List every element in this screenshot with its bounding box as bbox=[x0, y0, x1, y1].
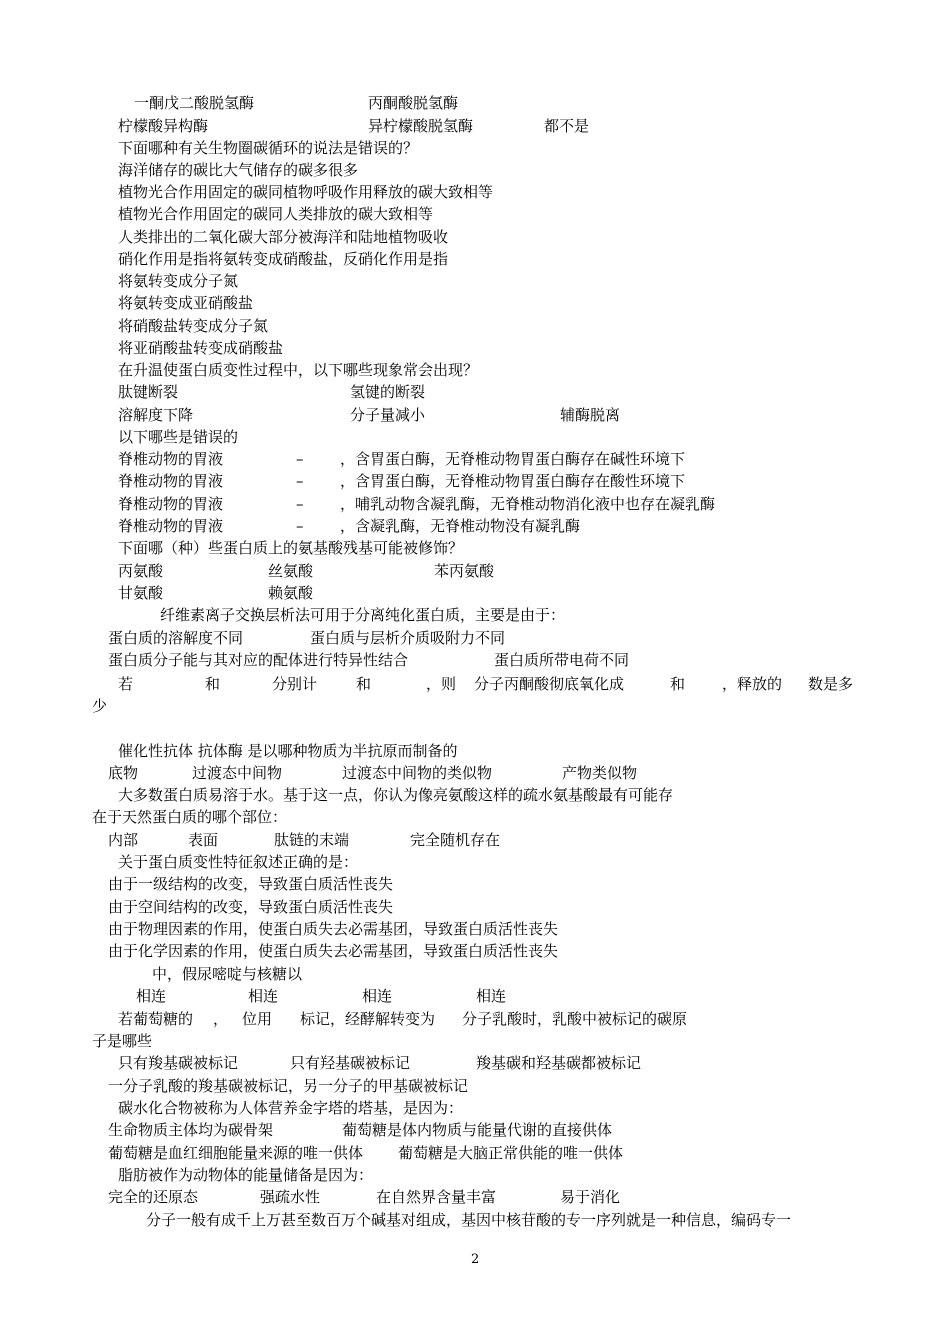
text-segment: 数是多 bbox=[808, 675, 854, 693]
text-line bbox=[0, 1142, 950, 1164]
text-segment: 苯丙氨酸 bbox=[434, 562, 495, 580]
text-segment: 分别计 bbox=[272, 675, 318, 693]
text-segment: 植物光合作用固定的碳同人类排放的碳大致相等 bbox=[118, 205, 434, 223]
text-segment: 都不是 bbox=[544, 117, 590, 135]
text-line bbox=[0, 784, 950, 806]
text-segment: 相连 bbox=[136, 987, 167, 1005]
text-line bbox=[0, 649, 950, 671]
text-segment: 只有羟基碳被标记 bbox=[290, 1054, 411, 1072]
text-line bbox=[0, 1186, 950, 1208]
text-segment: 辅酶脱离 bbox=[560, 406, 621, 424]
text-line bbox=[0, 115, 950, 137]
text-segment: 丙氨酸 bbox=[118, 562, 164, 580]
text-segment: 由于一级结构的改变，导致蛋白质活性丧失 bbox=[108, 875, 394, 893]
text-segment: 甘氨酸 bbox=[118, 584, 164, 602]
text-segment: 内部 bbox=[108, 831, 139, 849]
text-line bbox=[0, 985, 950, 1007]
text-segment: – bbox=[296, 450, 304, 468]
text-line bbox=[0, 627, 950, 649]
text-segment: 分子丙酮酸彻底氧化成 bbox=[474, 675, 625, 693]
text-segment: ，则 bbox=[426, 675, 457, 693]
text-segment: 和 bbox=[670, 675, 686, 693]
text-segment: 蛋白质与层析介质吸附力不同 bbox=[310, 629, 506, 647]
text-line bbox=[0, 1209, 950, 1231]
text-line bbox=[0, 1164, 950, 1186]
text-segment: 丝氨酸 bbox=[268, 562, 314, 580]
text-line bbox=[0, 159, 950, 181]
text-line bbox=[0, 851, 950, 873]
text-segment: 标记，经酵解转变为 bbox=[300, 1010, 436, 1028]
text-segment: 肽链的末端 bbox=[274, 831, 350, 849]
text-segment: 强疏水性 bbox=[260, 1188, 321, 1206]
text-segment: 葡萄糖是大脑正常供能的唯一供体 bbox=[398, 1144, 624, 1162]
text-line bbox=[0, 404, 950, 426]
text-segment: 脊椎动物的胃液 bbox=[118, 495, 224, 513]
text-segment: 若葡萄糖的 bbox=[118, 1010, 194, 1028]
text-segment: 将硝酸盐转变成分子氮 bbox=[118, 317, 269, 335]
text-line bbox=[0, 226, 950, 248]
text-segment: 相连 bbox=[362, 987, 393, 1005]
text-segment: 由于空间结构的改变，导致蛋白质活性丧失 bbox=[108, 898, 394, 916]
text-segment: 以下哪些是错误的 bbox=[118, 428, 239, 446]
text-segment: 易于消化 bbox=[560, 1188, 621, 1206]
text-line bbox=[0, 806, 950, 828]
text-segment: 表面 bbox=[188, 831, 219, 849]
text-segment: 过渡态中间物 bbox=[192, 764, 283, 782]
text-segment: 关于蛋白质变性特征叙述正确的是： bbox=[118, 853, 359, 871]
text-line bbox=[0, 560, 950, 582]
text-line bbox=[0, 940, 950, 962]
text-line bbox=[0, 537, 950, 559]
text-line bbox=[0, 292, 950, 314]
text-segment: ，含凝乳酶，无脊椎动物没有凝乳酶 bbox=[340, 517, 581, 535]
text-segment: 脊椎动物的胃液 bbox=[118, 450, 224, 468]
text-line bbox=[0, 515, 950, 537]
text-segment: 人类排出的二氧化碳大部分被海洋和陆地植物吸收 bbox=[118, 228, 449, 246]
text-segment: 将亚硝酸盐转变成硝酸盐 bbox=[118, 339, 284, 357]
text-segment: 相连 bbox=[476, 987, 507, 1005]
text-segment: 只有羧基碳被标记 bbox=[118, 1054, 239, 1072]
text-line bbox=[0, 1075, 950, 1097]
text-segment: 和 bbox=[205, 675, 221, 693]
text-line bbox=[0, 604, 950, 626]
text-segment: 蛋白质的溶解度不同 bbox=[108, 629, 244, 647]
text-line bbox=[0, 1008, 950, 1030]
text-segment: – bbox=[296, 495, 304, 513]
text-line bbox=[0, 203, 950, 225]
text-segment: 葡萄糖是血红细胞能量来源的唯一供体 bbox=[108, 1144, 364, 1162]
text-segment: 碳水化合物被称为人体营养金字塔的塔基，是因为： bbox=[118, 1099, 464, 1117]
text-line bbox=[0, 426, 950, 448]
text-segment: 完全随机存在 bbox=[410, 831, 501, 849]
text-segment: 溶解度下降 bbox=[118, 406, 194, 424]
text-line bbox=[0, 1119, 950, 1141]
text-line bbox=[0, 1097, 950, 1119]
text-segment: 纤维素离子交换层析法可用于分离纯化蛋白质，主要是由于： bbox=[160, 606, 566, 624]
text-line bbox=[0, 873, 950, 895]
text-segment: 肽键断裂 bbox=[118, 383, 179, 401]
text-segment: 赖氨酸 bbox=[268, 584, 314, 602]
text-line bbox=[0, 673, 950, 695]
text-segment: 葡萄糖是体内物质与能量代谢的直接供体 bbox=[342, 1121, 613, 1139]
text-line bbox=[0, 896, 950, 918]
text-segment: 将氨转变成分子氮 bbox=[118, 272, 239, 290]
text-segment: 若 bbox=[118, 675, 134, 693]
text-segment: ，含胃蛋白酶，无脊椎动物胃蛋白酶存在酸性环境下 bbox=[340, 472, 686, 490]
text-segment: 植物光合作用固定的碳同植物呼吸作用释放的碳大致相等 bbox=[118, 183, 494, 201]
text-segment: 底物 bbox=[108, 764, 139, 782]
text-line bbox=[0, 248, 950, 270]
text-segment: 催化性抗体 抗体酶 是以哪种物质为半抗原而制备的 bbox=[118, 742, 458, 760]
text-line bbox=[0, 740, 950, 762]
text-segment: 大多数蛋白质易溶于水。基于这一点，你认为像亮氨酸这样的疏水氨基酸最有可能存 bbox=[118, 786, 674, 804]
text-segment: 位用 bbox=[242, 1010, 273, 1028]
text-line bbox=[0, 470, 950, 492]
text-segment: – bbox=[296, 517, 304, 535]
text-segment: 蛋白质所带电荷不同 bbox=[494, 651, 630, 669]
text-segment: 中，假尿嘧啶与核糖以 bbox=[152, 965, 303, 983]
page-number: 2 bbox=[471, 1252, 480, 1267]
text-segment: 柠檬酸异构酶 bbox=[118, 117, 209, 135]
text-line bbox=[0, 381, 950, 403]
text-line bbox=[0, 448, 950, 470]
text-line bbox=[0, 315, 950, 337]
text-segment: 羧基碳和羟基碳都被标记 bbox=[476, 1054, 642, 1072]
text-line bbox=[0, 1030, 950, 1052]
text-segment: 下面哪种有关生物圈碳循环的说法是错误的？ bbox=[118, 139, 419, 157]
text-segment: 脊椎动物的胃液 bbox=[118, 517, 224, 535]
text-segment: 脊椎动物的胃液 bbox=[118, 472, 224, 490]
text-line bbox=[0, 1052, 950, 1074]
text-segment: 氢键的断裂 bbox=[350, 383, 426, 401]
text-segment: 蛋白质分子能与其对应的配体进行特异性结合 bbox=[108, 651, 409, 669]
text-line bbox=[0, 337, 950, 359]
text-line bbox=[0, 137, 950, 159]
text-segment: 分子一般有成千上万甚至数百万个碱基对组成，基因中核苷酸的专一序列就是一种信息，编码专一 bbox=[146, 1211, 792, 1229]
text-line bbox=[0, 181, 950, 203]
text-line bbox=[0, 92, 950, 114]
text-segment: 生命物质主体均为碳骨架 bbox=[108, 1121, 274, 1139]
text-segment: 异柠檬酸脱氢酶 bbox=[368, 117, 474, 135]
text-line bbox=[0, 695, 950, 717]
text-segment: 下面哪（种）些蛋白质上的氨基酸残基可能被修饰？ bbox=[118, 539, 464, 557]
text-segment: 将氨转变成亚硝酸盐 bbox=[118, 294, 254, 312]
text-segment: 由于化学因素的作用，使蛋白质失去必需基团，导致蛋白质活性丧失 bbox=[108, 942, 559, 960]
text-segment: 一酮戊二酸脱氢酶 bbox=[134, 94, 255, 112]
text-line bbox=[0, 493, 950, 515]
text-segment: 丙酮酸脱氢酶 bbox=[368, 94, 459, 112]
text-segment: 分子量减小 bbox=[350, 406, 426, 424]
text-segment: 在升温使蛋白质变性过程中，以下哪些现象常会出现？ bbox=[118, 361, 479, 379]
text-line bbox=[0, 918, 950, 940]
text-segment: 脂肪被作为动物体的能量储备是因为： bbox=[118, 1166, 374, 1184]
text-line bbox=[0, 762, 950, 784]
text-segment: 在于天然蛋白质的哪个部位： bbox=[92, 808, 288, 826]
text-segment: 完全的还原态 bbox=[108, 1188, 199, 1206]
text-line bbox=[0, 829, 950, 851]
text-segment: 产物类似物 bbox=[562, 764, 638, 782]
text-segment: 在自然界含量丰富 bbox=[376, 1188, 497, 1206]
text-segment: ， bbox=[213, 1010, 229, 1028]
text-line bbox=[0, 963, 950, 985]
text-segment: ，释放的 bbox=[722, 675, 783, 693]
text-segment: 海洋储存的碳比大气储存的碳多很多 bbox=[118, 161, 359, 179]
text-segment: 分子乳酸时，乳酸中被标记的碳原 bbox=[462, 1010, 688, 1028]
text-segment: 子是哪些 bbox=[92, 1032, 153, 1050]
text-line bbox=[0, 359, 950, 381]
text-segment: 一分子乳酸的羧基碳被标记，另一分子的甲基碳被标记 bbox=[108, 1077, 469, 1095]
text-segment: 过渡态中间物的类似物 bbox=[342, 764, 493, 782]
text-line bbox=[0, 270, 950, 292]
text-segment: ，含胃蛋白酶，无脊椎动物胃蛋白酶存在碱性环境下 bbox=[340, 450, 686, 468]
text-segment: – bbox=[296, 472, 304, 490]
text-segment: 和 bbox=[356, 675, 372, 693]
text-segment: ，哺乳动物含凝乳酶，无脊椎动物消化液中也存在凝乳酶 bbox=[340, 495, 716, 513]
text-segment: 硝化作用是指将氨转变成硝酸盐，反硝化作用是指 bbox=[118, 250, 449, 268]
text-segment: 少 bbox=[92, 697, 108, 715]
text-segment: 由于物理因素的作用，使蛋白质失去必需基团，导致蛋白质活性丧失 bbox=[108, 920, 559, 938]
text-line bbox=[0, 582, 950, 604]
text-segment: 相连 bbox=[248, 987, 279, 1005]
